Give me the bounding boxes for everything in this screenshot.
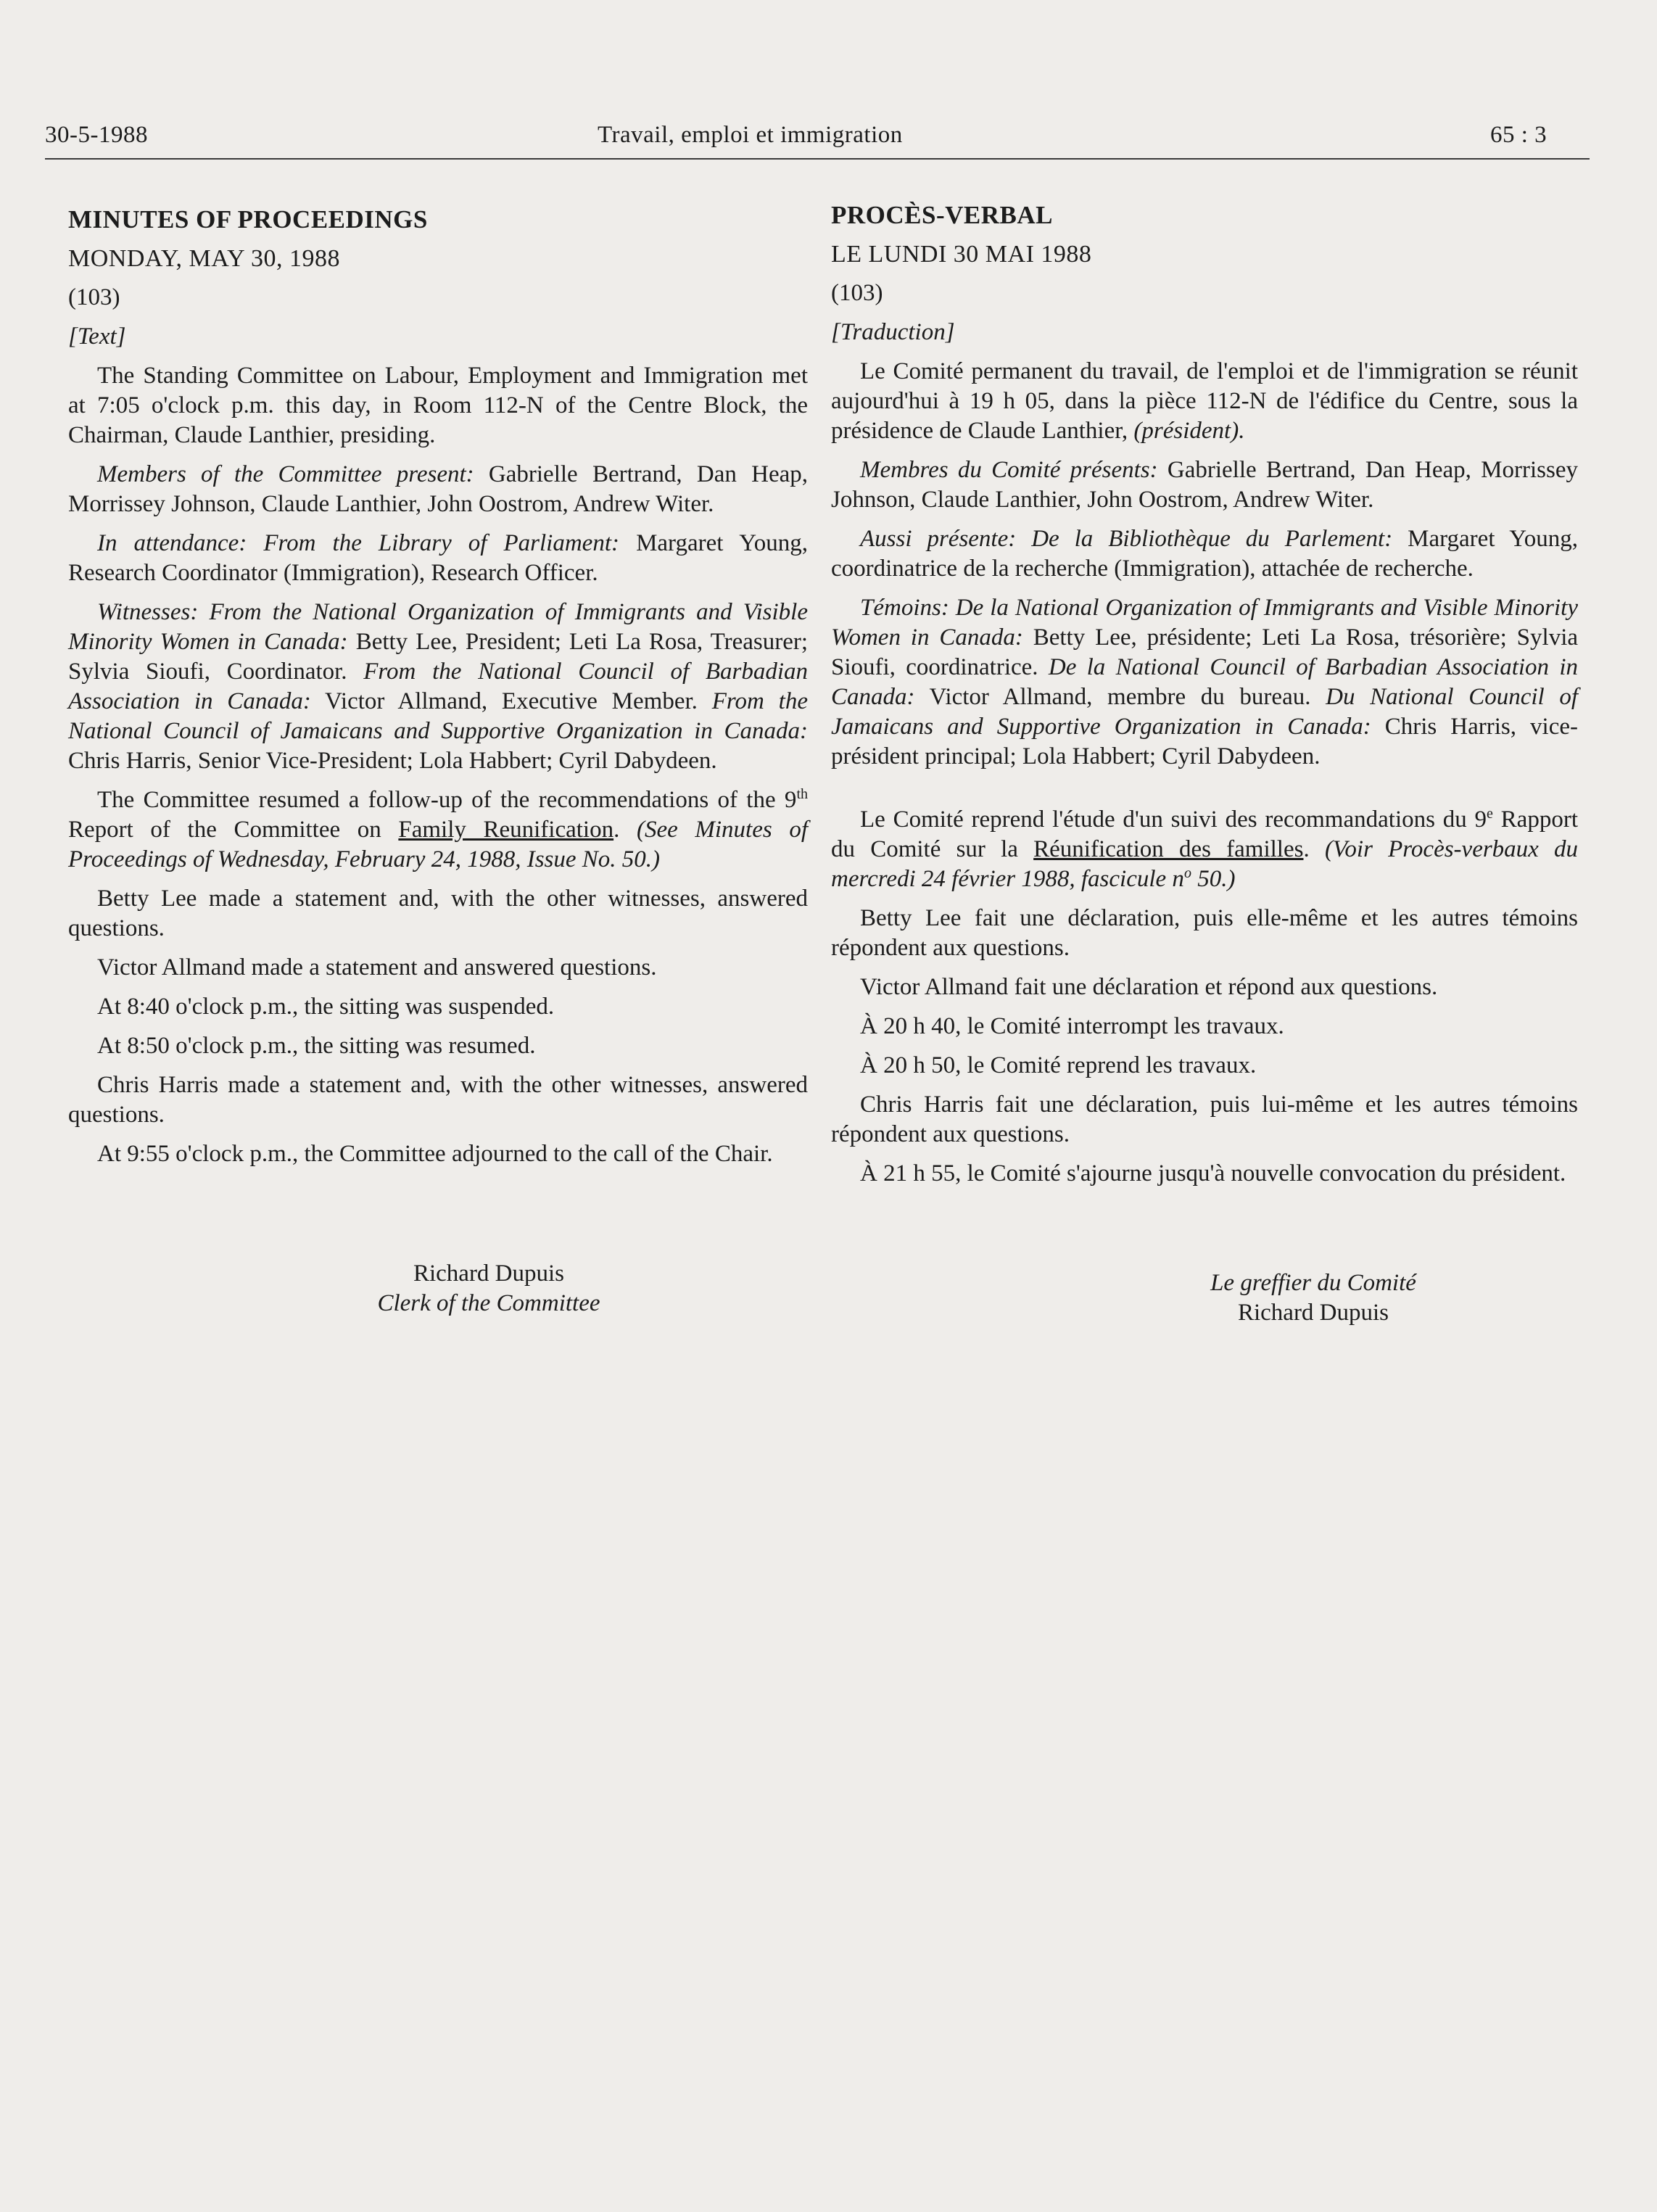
header-title: Travail, emploi et immigration	[598, 122, 903, 148]
french-opening-president: (président).	[1133, 418, 1245, 444]
header-page-number: 65 : 3	[1490, 122, 1548, 148]
english-resumed-text-2: Report of the Committee on	[68, 817, 399, 843]
french-witnesses-org2: De la National Council of Barbadian Association in Canada:	[831, 654, 1578, 710]
english-witnesses-paragraph	[68, 598, 808, 776]
english-chris-paragraph: Chris Harris made a statement and, with the other witnesses, answered questions.	[68, 1072, 808, 1128]
english-members-label: Members of the Committee present:	[97, 461, 474, 487]
english-signature-name: Richard Dupuis	[413, 1260, 565, 1287]
french-signature	[831, 1268, 1578, 1328]
english-resumed-sup: th	[796, 786, 808, 802]
english-heading: MINUTES OF PROCEEDINGS	[68, 205, 428, 234]
french-betty-paragraph: Betty Lee fait une déclaration, puis elle-même et les autres témoins répondent aux questions.	[831, 905, 1578, 961]
french-suspended-paragraph: À 20 h 40, le Comité interrompt les travaux.	[860, 1013, 1284, 1039]
french-witnesses-1: Betty Lee, présidente; Leti La Rosa, trésorière; Sylvia Sioufi, coordinatrice.	[831, 624, 1579, 680]
english-resumed-period: .	[613, 817, 620, 843]
french-witnesses-3: Chris Harris, vice-président principal; Lola Habbert; Cyril Dabydeen.	[831, 714, 1579, 769]
french-text-tag: [Traduction]	[831, 319, 955, 345]
english-text-tag: [Text]	[68, 323, 126, 350]
french-resumed-sitting-paragraph: À 20 h 50, le Comité reprend les travaux.	[860, 1052, 1257, 1078]
english-resumed-text: The Committee resumed a follow-up of the recommendations of the 9	[97, 787, 797, 813]
english-signature	[68, 1259, 808, 1318]
french-resumed-text: Le Comité reprend l'étude d'un suivi des recommandations du 9	[860, 806, 1487, 833]
french-resumed-text-2: Rapport du Comité sur la	[831, 806, 1578, 862]
english-witnesses-org3: From the National Council of Jamaicans and Supportive Organization in Canada:	[68, 688, 808, 744]
english-signature-title: Clerk of the Committee	[377, 1290, 600, 1316]
english-opening-paragraph: The Standing Committee on Labour, Employment and Immigration met at 7:05 o'clock p.m. this day, in Room 112-N of the Centre Block, the Chairman, Claude Lanthier, presiding.	[68, 363, 808, 448]
french-resumed-reference-sup: o	[1183, 865, 1191, 881]
french-members-paragraph	[831, 455, 1578, 515]
french-resumed-period: .	[1303, 836, 1310, 862]
french-resumed-sup: e	[1487, 806, 1493, 822]
french-witnesses-label: Témoins: De la National Organization of Immigrants and Visible Minority Women in Canada:	[831, 595, 1578, 651]
french-adjourned-paragraph: À 21 h 55, le Comité s'ajourne jusqu'à nouvelle convocation du président.	[860, 1160, 1566, 1187]
english-attendance-text: Margaret Young, Research Coordinator (Immigration), Research Officer.	[68, 530, 809, 586]
french-witnesses-2: Victor Allmand, membre du bureau.	[929, 684, 1311, 710]
french-report-title: Réunification des familles	[1033, 836, 1304, 862]
french-issue-number: (103)	[831, 280, 883, 306]
english-date: MONDAY, MAY 30, 1988	[68, 245, 340, 272]
french-date: LE LUNDI 30 MAI 1988	[831, 241, 1092, 268]
french-members-label: Membres du Comité présents:	[860, 457, 1158, 483]
english-issue-number: (103)	[68, 284, 120, 310]
english-resumed-sitting-paragraph: At 8:50 o'clock p.m., the sitting was resumed.	[97, 1033, 536, 1059]
english-betty-paragraph: Betty Lee made a statement and, with the other witnesses, answered questions.	[68, 886, 808, 941]
english-report-title: Family Reunification	[398, 817, 614, 843]
english-attendance-label: In attendance: From the Library of Parliament:	[97, 530, 619, 556]
french-victor-paragraph: Victor Allmand fait une déclaration et répond aux questions.	[860, 974, 1438, 1000]
french-attendance-text: Margaret Young, coordinatrice de la recherche (Immigration), attachée de recherche.	[831, 526, 1578, 582]
french-heading: PROCÈS-VERBAL	[831, 201, 1053, 229]
french-signature-title: Le greffier du Comité	[1210, 1270, 1416, 1296]
french-signature-name: Richard Dupuis	[1237, 1300, 1389, 1326]
english-suspended-paragraph: At 8:40 o'clock p.m., the sitting was suspended.	[97, 994, 555, 1020]
french-chris-paragraph: Chris Harris fait une déclaration, puis lui-même et les autres témoins répondent aux questions.	[831, 1091, 1578, 1147]
french-attendance-label: Aussi présente: De la Bibliothèque du Parlement:	[860, 526, 1393, 552]
english-column	[68, 205, 808, 1318]
english-witnesses-2: Victor Allmand, Executive Member.	[325, 688, 698, 714]
english-resumed-reference: (See Minutes of Proceedings of Wednesday, February 24, 1988, Issue No. 50.)	[68, 817, 808, 872]
english-resumed-paragraph	[68, 785, 808, 875]
french-witnesses-org3: Du National Council of Jamaicans and Supportive Organization in Canada:	[831, 684, 1579, 740]
header-rule	[45, 158, 1590, 160]
french-attendance-paragraph	[831, 524, 1578, 584]
french-members-list: Gabrielle Bertrand, Dan Heap, Morrissey Johnson, Claude Lanthier, John Oostrom, Andrew Witer.	[831, 457, 1578, 513]
french-witnesses-paragraph	[831, 593, 1578, 772]
english-witnesses-label: Witnesses: From the National Organization of Immigrants and Visible Minority Women in Canada:	[68, 599, 808, 655]
french-column	[831, 200, 1578, 1328]
english-witnesses-3: Chris Harris, Senior Vice-President; Lola Habbert; Cyril Dabydeen.	[68, 748, 717, 774]
english-attendance-paragraph	[68, 529, 808, 588]
english-victor-paragraph: Victor Allmand made a statement and answered questions.	[97, 954, 657, 981]
header-date: 30-5-1988	[45, 122, 148, 148]
french-resumed-reference-end: 50.)	[1191, 866, 1236, 892]
english-members-paragraph	[68, 460, 808, 519]
english-adjourned-paragraph: At 9:55 o'clock p.m., the Committee adjourned to the call of the Chair.	[97, 1141, 773, 1167]
english-witnesses-org2: From the National Council of Barbadian Association in Canada:	[68, 659, 809, 714]
french-resumed-paragraph	[831, 805, 1578, 894]
french-resumed-reference-text: (Voir Procès-verbaux du mercredi 24 février 1988, fascicule n	[831, 836, 1579, 892]
french-opening-text: Le Comité permanent du travail, de l'emploi et de l'immigration se réunit aujourd'hui à 19 h 05, dans la pièce 112-N de l'édifice du Centre, sous la présidence de Claude Lanthier,	[831, 358, 1578, 444]
french-opening-paragraph	[831, 357, 1578, 446]
english-members-list: Gabrielle Bertrand, Dan Heap, Morrissey Johnson, Claude Lanthier, John Oostrom, Andrew Witer.	[68, 461, 808, 517]
english-witnesses-1: Betty Lee, President; Leti La Rosa, Treasurer; Sylvia Sioufi, Coordinator.	[68, 629, 809, 685]
